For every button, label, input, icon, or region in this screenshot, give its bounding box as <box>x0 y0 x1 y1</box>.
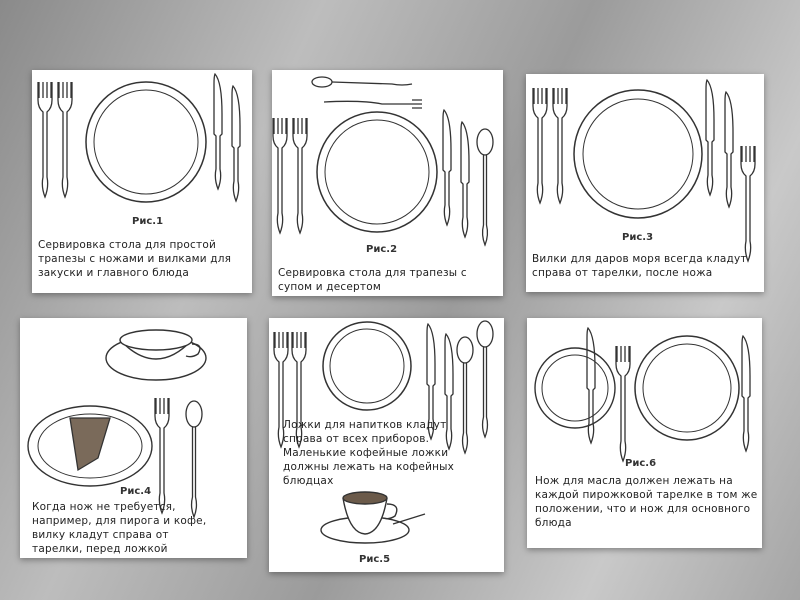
panel-fig2 <box>272 70 503 296</box>
knife-icon <box>232 86 240 201</box>
plate-inner-icon <box>94 90 198 194</box>
fork-icon <box>273 118 287 233</box>
figure-label: Рис.3 <box>622 232 654 243</box>
knife-icon <box>443 110 451 225</box>
coffee-icon <box>343 492 387 504</box>
panel-fig1 <box>32 70 252 293</box>
soup-spoon-icon <box>477 129 493 245</box>
fork-icon <box>293 118 307 233</box>
seafood-fork-icon <box>741 146 755 261</box>
figure-label: Рис.5 <box>359 554 391 565</box>
plate-icon <box>86 82 206 202</box>
fork-icon <box>533 88 547 203</box>
fork-icon <box>58 82 72 197</box>
plate-icon <box>635 336 739 440</box>
figure-label: Рис.1 <box>132 216 164 227</box>
panel-fig6 <box>527 318 762 548</box>
plate-icon <box>574 90 702 218</box>
panel-fig4 <box>20 318 247 558</box>
knife-icon <box>742 336 750 451</box>
coffee-spoon-icon <box>393 514 425 524</box>
dessert-spoon-handle <box>332 82 412 85</box>
caption: Вилки для даров моря всегда кладут справа от тарелки, после ножа <box>532 253 747 279</box>
plate-inner-icon <box>325 120 429 224</box>
beverage-spoon-icon <box>477 321 493 437</box>
dessert-fork-icon <box>324 100 422 108</box>
figure-label: Рис.6 <box>625 458 657 469</box>
caption: Сервировка стола для трапезы с супом и десертом <box>278 267 467 293</box>
caption: Ложки для напитков кладут справа от всех приборов. Маленькие кофейные ложки должны лежать на кофейных блюдцах <box>283 419 455 487</box>
plate-icon <box>323 322 411 410</box>
panel-fig3 <box>526 74 764 292</box>
figure-label: Рис.4 <box>120 486 152 497</box>
knife-icon <box>461 122 469 237</box>
panel-fig5 <box>269 318 504 572</box>
plate-inner-icon <box>330 329 404 403</box>
cup-rim <box>120 330 192 350</box>
plate-icon <box>317 112 437 232</box>
spoon-icon <box>457 337 473 453</box>
caption: Когда нож не требуется, например, для пирога и кофе, вилку кладут справа от тарелки, перед ложкой <box>32 501 207 555</box>
fork-icon <box>616 346 630 461</box>
knife-icon <box>725 92 733 207</box>
bread-plate-inner-icon <box>542 355 608 421</box>
bread-plate-icon <box>535 348 615 428</box>
fork-icon <box>155 398 169 513</box>
butter-knife-icon <box>587 328 595 443</box>
plate-inner-icon <box>583 99 693 209</box>
fork-icon <box>553 88 567 203</box>
fork-icon <box>38 82 52 197</box>
knife-icon <box>706 80 714 195</box>
knife-icon <box>214 74 222 189</box>
figure-label: Рис.2 <box>366 244 398 255</box>
caption: Нож для масла должен лежать на каждой пирожковой тарелке в том же положении, что и нож для основного блюда <box>535 475 758 529</box>
fig2-illustration <box>272 70 503 296</box>
pie-slice-icon <box>70 418 110 470</box>
caption: Сервировка стола для простой трапезы с ножами и вилками для закуски и главного блюда <box>38 239 232 279</box>
plate-inner-icon <box>643 344 731 432</box>
dessert-spoon-icon <box>312 77 332 87</box>
